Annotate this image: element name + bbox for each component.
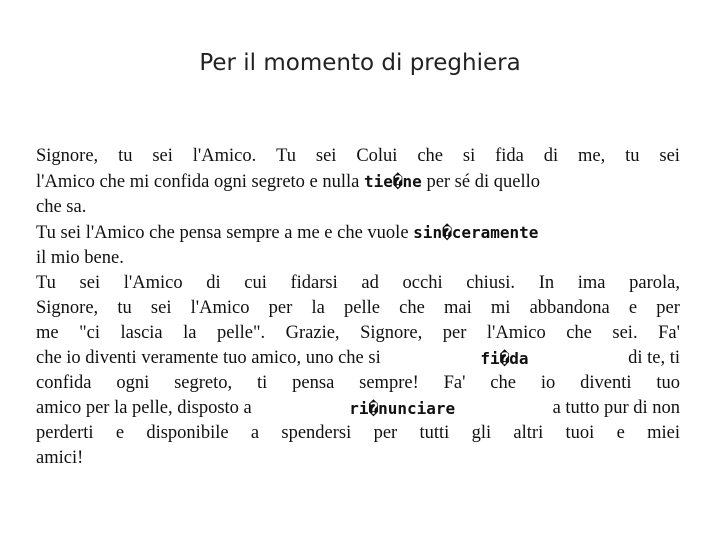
text-segment: a tutto pur di non (547, 398, 680, 418)
garbled-word: tie�ne (364, 172, 422, 191)
text-line: il mio bene. (36, 248, 124, 268)
text-line (36, 169, 680, 195)
text-line (36, 396, 680, 421)
text-line: che sa. (36, 197, 87, 217)
garbled-word: fi�da (480, 349, 529, 368)
garbled-word: ri�nunciare (349, 399, 456, 418)
text-line (36, 220, 680, 246)
slide-title: Per il momento di preghiera (199, 50, 521, 76)
text-segment: l'Amico che mi confida ogni segreto e nulla (36, 172, 365, 192)
text-segment: di te, ti (623, 348, 680, 368)
garbled-word: sin�ceramente (413, 223, 539, 242)
text-segment: per sé di quello (421, 172, 540, 192)
text-line (36, 346, 680, 371)
text-line: Signore, tu sei l'Amico per la pelle che mai mi abbandona e per (36, 298, 680, 318)
text-line: confida ogni segreto, ti pensa sempre! Fa' che io diventi tuo (36, 373, 680, 393)
text-line: perderti e disponibile a spendersi per tutti gli altri tuoi e miei (36, 423, 680, 443)
text-line: Signore, tu sei l'Amico. Tu sei Colui che si fida di me, tu sei (36, 146, 680, 166)
text-segment: amico per la pelle, disposto a (36, 398, 257, 418)
text-segment: Tu sei l'Amico che pensa sempre a me e che vuole (36, 223, 414, 243)
text-line: amici! (36, 448, 84, 468)
text-line: Tu sei l'Amico di cui fidarsi ad occhi chiusi. In ima parola, (36, 273, 680, 293)
text-segment: che io diventi veramente tuo amico, uno che si (36, 348, 386, 368)
text-line: me "ci lascia la pelle". Grazie, Signore, per l'Amico che sei. Fa' (36, 323, 680, 343)
prayer-text (36, 144, 680, 471)
